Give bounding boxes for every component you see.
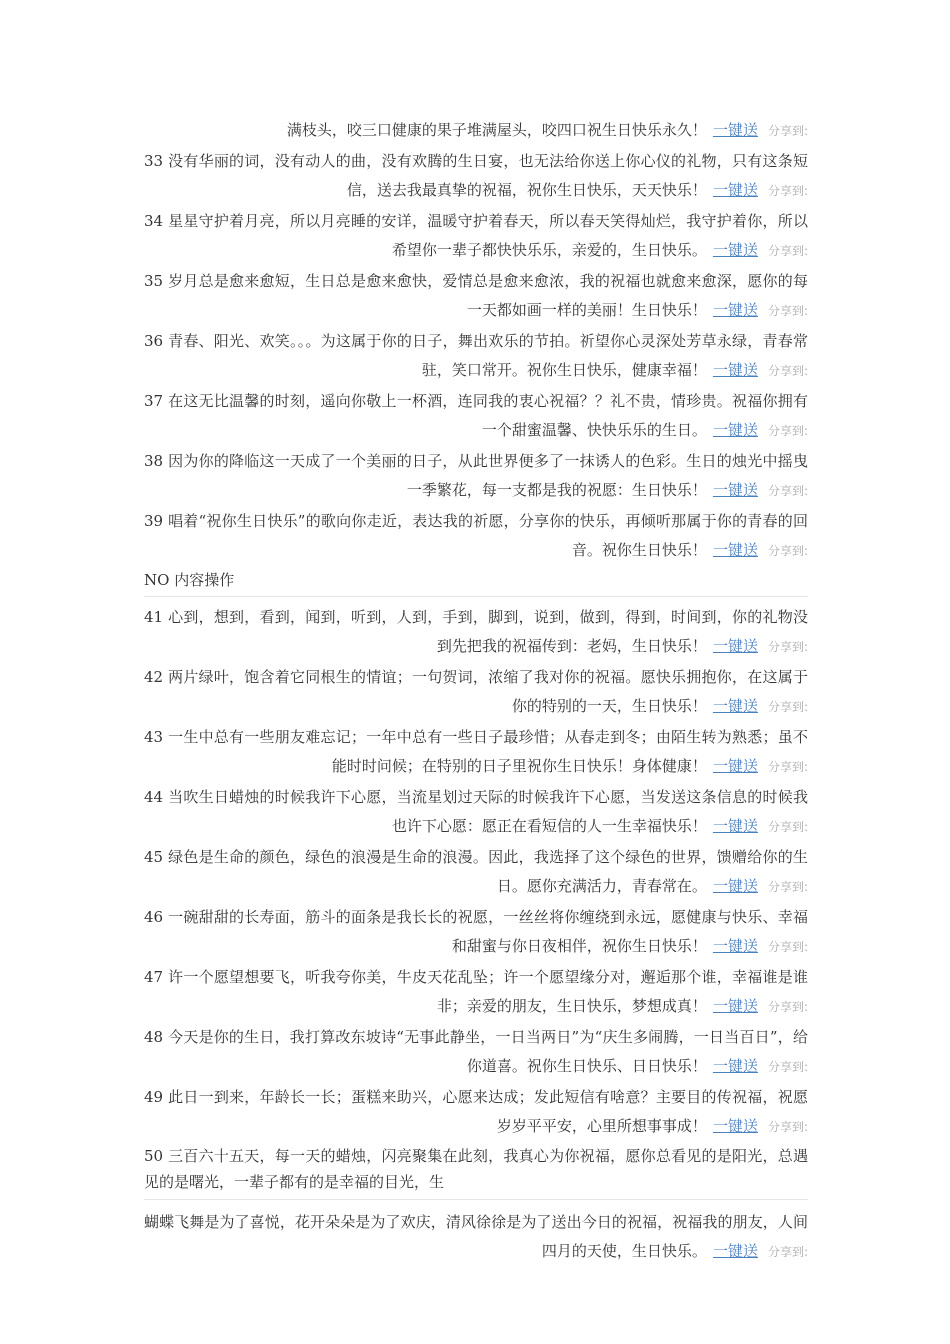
share-to-label[interactable]: 分享到: [767,304,808,318]
wish-text: 34 星星守护着月亮，所以月亮睡的安详，温暖守护着春天，所以春天笑得灿烂，我守护着你，所以希望你一辈子都快快乐乐，亲爱的，生日快乐。 [144,212,808,259]
wish-entry [144,783,808,842]
wish-entry [144,663,808,722]
one-click-send-link[interactable]: 一键送 [712,121,758,139]
wish-text: 37 在这无比温馨的时刻，遥向你敬上一杯酒，连同我的衷心祝福？？礼不贵，情珍贵。祝福你拥有一个甜蜜温馨、快快乐乐的生日。 [144,392,808,439]
wish-text: 43 一生中总有一些朋友难忘记；一年中总有一些日子最珍惜；从春走到冬；由陌生转为熟悉；虽不能时时问候；在特别的日子里祝你生日快乐！身体健康！ [144,728,808,775]
wish-entry [144,1023,808,1082]
wish-list-middle [144,603,808,1142]
share-to-label[interactable]: 分享到: [767,364,808,378]
wish-entry [144,267,808,326]
wish-text: 49 此日一到来，年龄长一长；蛋糕来助兴，心愿来达成；发此短信有啥意？主要目的传祝福，祝愿岁岁平平安，心里所想事事成！ [144,1088,808,1135]
one-click-send-link[interactable]: 一键送 [712,1242,758,1260]
wish-entry [144,327,808,386]
share-to-label[interactable]: 分享到: [767,1120,808,1134]
wish-entry [144,963,808,1022]
wish-entry [144,903,808,962]
one-click-send-link[interactable]: 一键送 [712,817,758,835]
share-to-label[interactable]: 分享到: [767,880,808,894]
wish-text: 蝴蝶飞舞是为了喜悦，花开朵朵是为了欢庆，清风徐徐是为了送出今日的祝福，祝福我的朋友，人间四月的天使，生日快乐。 [144,1213,808,1260]
wish-text: 41 心到，想到，看到，闻到，听到，人到，手到，脚到，说到，做到，得到，时间到，你的礼物没到先把我的祝福传到：老妈，生日快乐！ [144,608,808,655]
wish-entry [144,147,808,206]
share-to-label[interactable]: 分享到: [767,1060,808,1074]
wish-text: 44 当吹生日蜡烛的时候我许下心愿，当流星划过天际的时候我许下心愿，当发送这条信息的时候我也许下心愿：愿正在看短信的人一生幸福快乐！ [144,788,808,835]
wish-text: 满枝头，咬三口健康的果子堆满屋头，咬四口祝生日快乐永久！ [286,121,707,139]
content-column [144,116,808,1268]
wish-entry [144,723,808,782]
one-click-send-link[interactable]: 一键送 [712,877,758,895]
wish-entry-last [144,1208,808,1267]
wish-entry [144,116,808,146]
wish-entry [144,447,808,506]
wish-text: 47 许一个愿望想要飞，听我夸你美，牛皮天花乱坠；许一个愿望缘分对，邂逅那个谁，幸福谁是谁非；亲爱的朋友，生日快乐，梦想成真！ [144,968,808,1015]
wish-entry-plain: 50 三百六十五天，每一天的蜡烛，闪亮聚集在此刻，我真心为你祝福，愿你总看见的是阳光，总遇见的是曙光，一辈子都有的是幸福的目光，生 [144,1143,808,1200]
one-click-send-link[interactable]: 一键送 [712,541,758,559]
wish-entry [144,507,808,566]
share-to-label[interactable]: 分享到: [767,184,808,198]
share-to-label[interactable]: 分享到: [767,940,808,954]
share-to-label[interactable]: 分享到: [767,760,808,774]
one-click-send-link[interactable]: 一键送 [712,757,758,775]
one-click-send-link[interactable]: 一键送 [712,481,758,499]
wish-text: 35 岁月总是愈来愈短，生日总是愈来愈快，爱情总是愈来愈浓，我的祝福也就愈来愈深，愿你的每一天都如画一样的美丽！生日快乐！ [144,272,808,319]
wish-text: 36 青春、阳光、欢笑。。。为这属于你的日子，舞出欢乐的节拍。祈望你心灵深处芳草永绿，青春常驻，笑口常开。祝你生日快乐，健康幸福！ [144,332,808,379]
share-to-label[interactable]: 分享到: [767,124,808,138]
one-click-send-link[interactable]: 一键送 [712,421,758,439]
wish-entry [144,603,808,662]
share-to-label[interactable]: 分享到: [767,640,808,654]
wish-text: 46 一碗甜甜的长寿面，筋斗的面条是我长长的祝愿，一丝丝将你缠绕到永远，愿健康与快乐、幸福和甜蜜与你日夜相伴，祝你生日快乐！ [144,908,808,955]
wish-entry [144,207,808,266]
share-to-label[interactable]: 分享到: [767,484,808,498]
one-click-send-link[interactable]: 一键送 [712,1057,758,1075]
one-click-send-link[interactable]: 一键送 [712,361,758,379]
wish-list-top [144,116,808,566]
one-click-send-link[interactable]: 一键送 [712,241,758,259]
wish-text: 33 没有华丽的词，没有动人的曲，没有欢腾的生日宴，也无法给你送上你心仪的礼物，只有这条短信，送去我最真挚的祝福，祝你生日快乐，天天快乐！ [144,152,808,199]
wish-text: 39 唱着“祝你生日快乐”的歌向你走近，表达我的祈愿，分享你的快乐，再倾听那属于你的青春的回音。祝你生日快乐！ [144,512,808,559]
share-to-label[interactable]: 分享到: [767,1245,808,1259]
share-to-label[interactable]: 分享到: [767,1000,808,1014]
wish-text: 48 今天是你的生日，我打算改东坡诗“无事此静坐，一日当两日”为“庆生多闹腾，一日当百日”，给你道喜。祝你生日快乐、日日快乐！ [144,1028,808,1075]
one-click-send-link[interactable]: 一键送 [712,1117,758,1135]
one-click-send-link[interactable]: 一键送 [712,937,758,955]
one-click-send-link[interactable]: 一键送 [712,997,758,1015]
wish-text: 42 两片绿叶，饱含着它同根生的情谊；一句贺词，浓缩了我对你的祝福。愿快乐拥抱你，在这属于你的特别的一天，生日快乐！ [144,668,808,715]
wish-entry [144,843,808,902]
share-to-label[interactable]: 分享到: [767,700,808,714]
section-header: NO 内容操作 [144,567,808,597]
wish-text: 38 因为你的降临这一天成了一个美丽的日子，从此世界便多了一抹诱人的色彩。生日的烛光中摇曳一季繁花，每一支都是我的祝愿：生日快乐！ [144,452,808,499]
one-click-send-link[interactable]: 一键送 [712,301,758,319]
one-click-send-link[interactable]: 一键送 [712,697,758,715]
one-click-send-link[interactable]: 一键送 [712,637,758,655]
share-to-label[interactable]: 分享到: [767,424,808,438]
share-to-label[interactable]: 分享到: [767,820,808,834]
wish-entry [144,1083,808,1142]
wish-text: 45 绿色是生命的颜色，绿色的浪漫是生命的浪漫。因此，我选择了这个绿色的世界，馈赠给你的生日。愿你充满活力，青春常在。 [144,848,808,895]
one-click-send-link[interactable]: 一键送 [712,181,758,199]
share-to-label[interactable]: 分享到: [767,244,808,258]
wish-entry [144,387,808,446]
share-to-label[interactable]: 分享到: [767,544,808,558]
